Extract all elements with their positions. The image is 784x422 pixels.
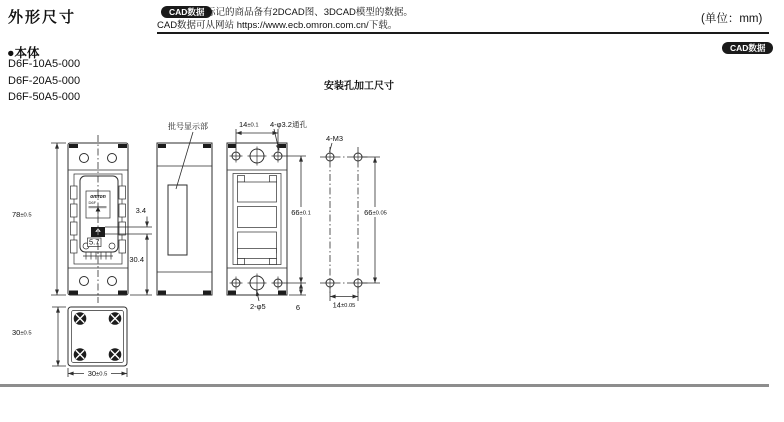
dim-3-4-label: 3.4 [135, 206, 146, 215]
mounting-hole-title: 安装孔加工尺寸 [324, 81, 394, 92]
dim-bottom-width-label: 30±0.5 [87, 369, 108, 378]
dim-mount-pitch-y-label: 66±0.05 [364, 208, 387, 217]
dim-hole-pitch-y-label: 66±0.1 [291, 208, 311, 217]
back-view-drawing [227, 119, 314, 312]
model-item-2: D6F-20A5-000 [8, 74, 81, 87]
mounting-hole-pattern-drawing [320, 134, 390, 310]
model-text: D6F [88, 200, 97, 205]
dim-5-7-label: 5.7 [88, 237, 100, 247]
header-divider [157, 32, 769, 34]
cad-download-url[interactable]: https://www.ecb.omron.com.cn/ [236, 19, 369, 31]
dim-30-4-label: 30.4 [129, 255, 144, 264]
cad-data-badge-2: CAD数据 [722, 42, 773, 54]
section-title: ●本体 [7, 46, 40, 60]
front-view-drawing [12, 135, 152, 303]
dim-edge-offset-label: 6 [295, 303, 300, 312]
page-title: 外形尺寸 [8, 9, 77, 26]
cad-data-badge: CAD数据 [161, 6, 212, 18]
dim-mount-pitch-x-label: 14±0.05 [332, 300, 356, 310]
dim-hole-pitch-x-label: 14±0.1 [239, 120, 259, 129]
model-item-1: D6F-10A5-000 [8, 58, 81, 70]
unit-label: (单位：mm) [701, 13, 763, 25]
model-list [8, 56, 80, 106]
screw-spec-label: 4-M3 [326, 134, 344, 143]
batch-display-window [168, 185, 187, 255]
cad-note-line2-suffix: 下载。 [368, 19, 398, 31]
through-holes-label: 4-φ3.2通孔 [270, 120, 307, 129]
batch-label: 批号显示部 [168, 122, 208, 131]
cad-note-line2-prefix: CAD数据可从网站 [157, 19, 237, 31]
model-item-3: D6F-50A5-000 [8, 91, 81, 103]
cad-note-line2 [157, 20, 397, 33]
cad-note-line1: 标记的商品备有2DCAD图、3DCAD模型的数据。 [206, 7, 413, 18]
footer-divider [0, 384, 769, 387]
bottom-view-drawing [12, 307, 127, 378]
side-view-drawing [157, 121, 212, 295]
bottom-holes-label: 2-φ5 [250, 302, 266, 311]
dim-bottom-height-label: 30±0.5 [12, 328, 32, 337]
omron-logo-text: omron [90, 194, 106, 200]
dim-front-height-label: 78±0.5 [12, 210, 32, 219]
